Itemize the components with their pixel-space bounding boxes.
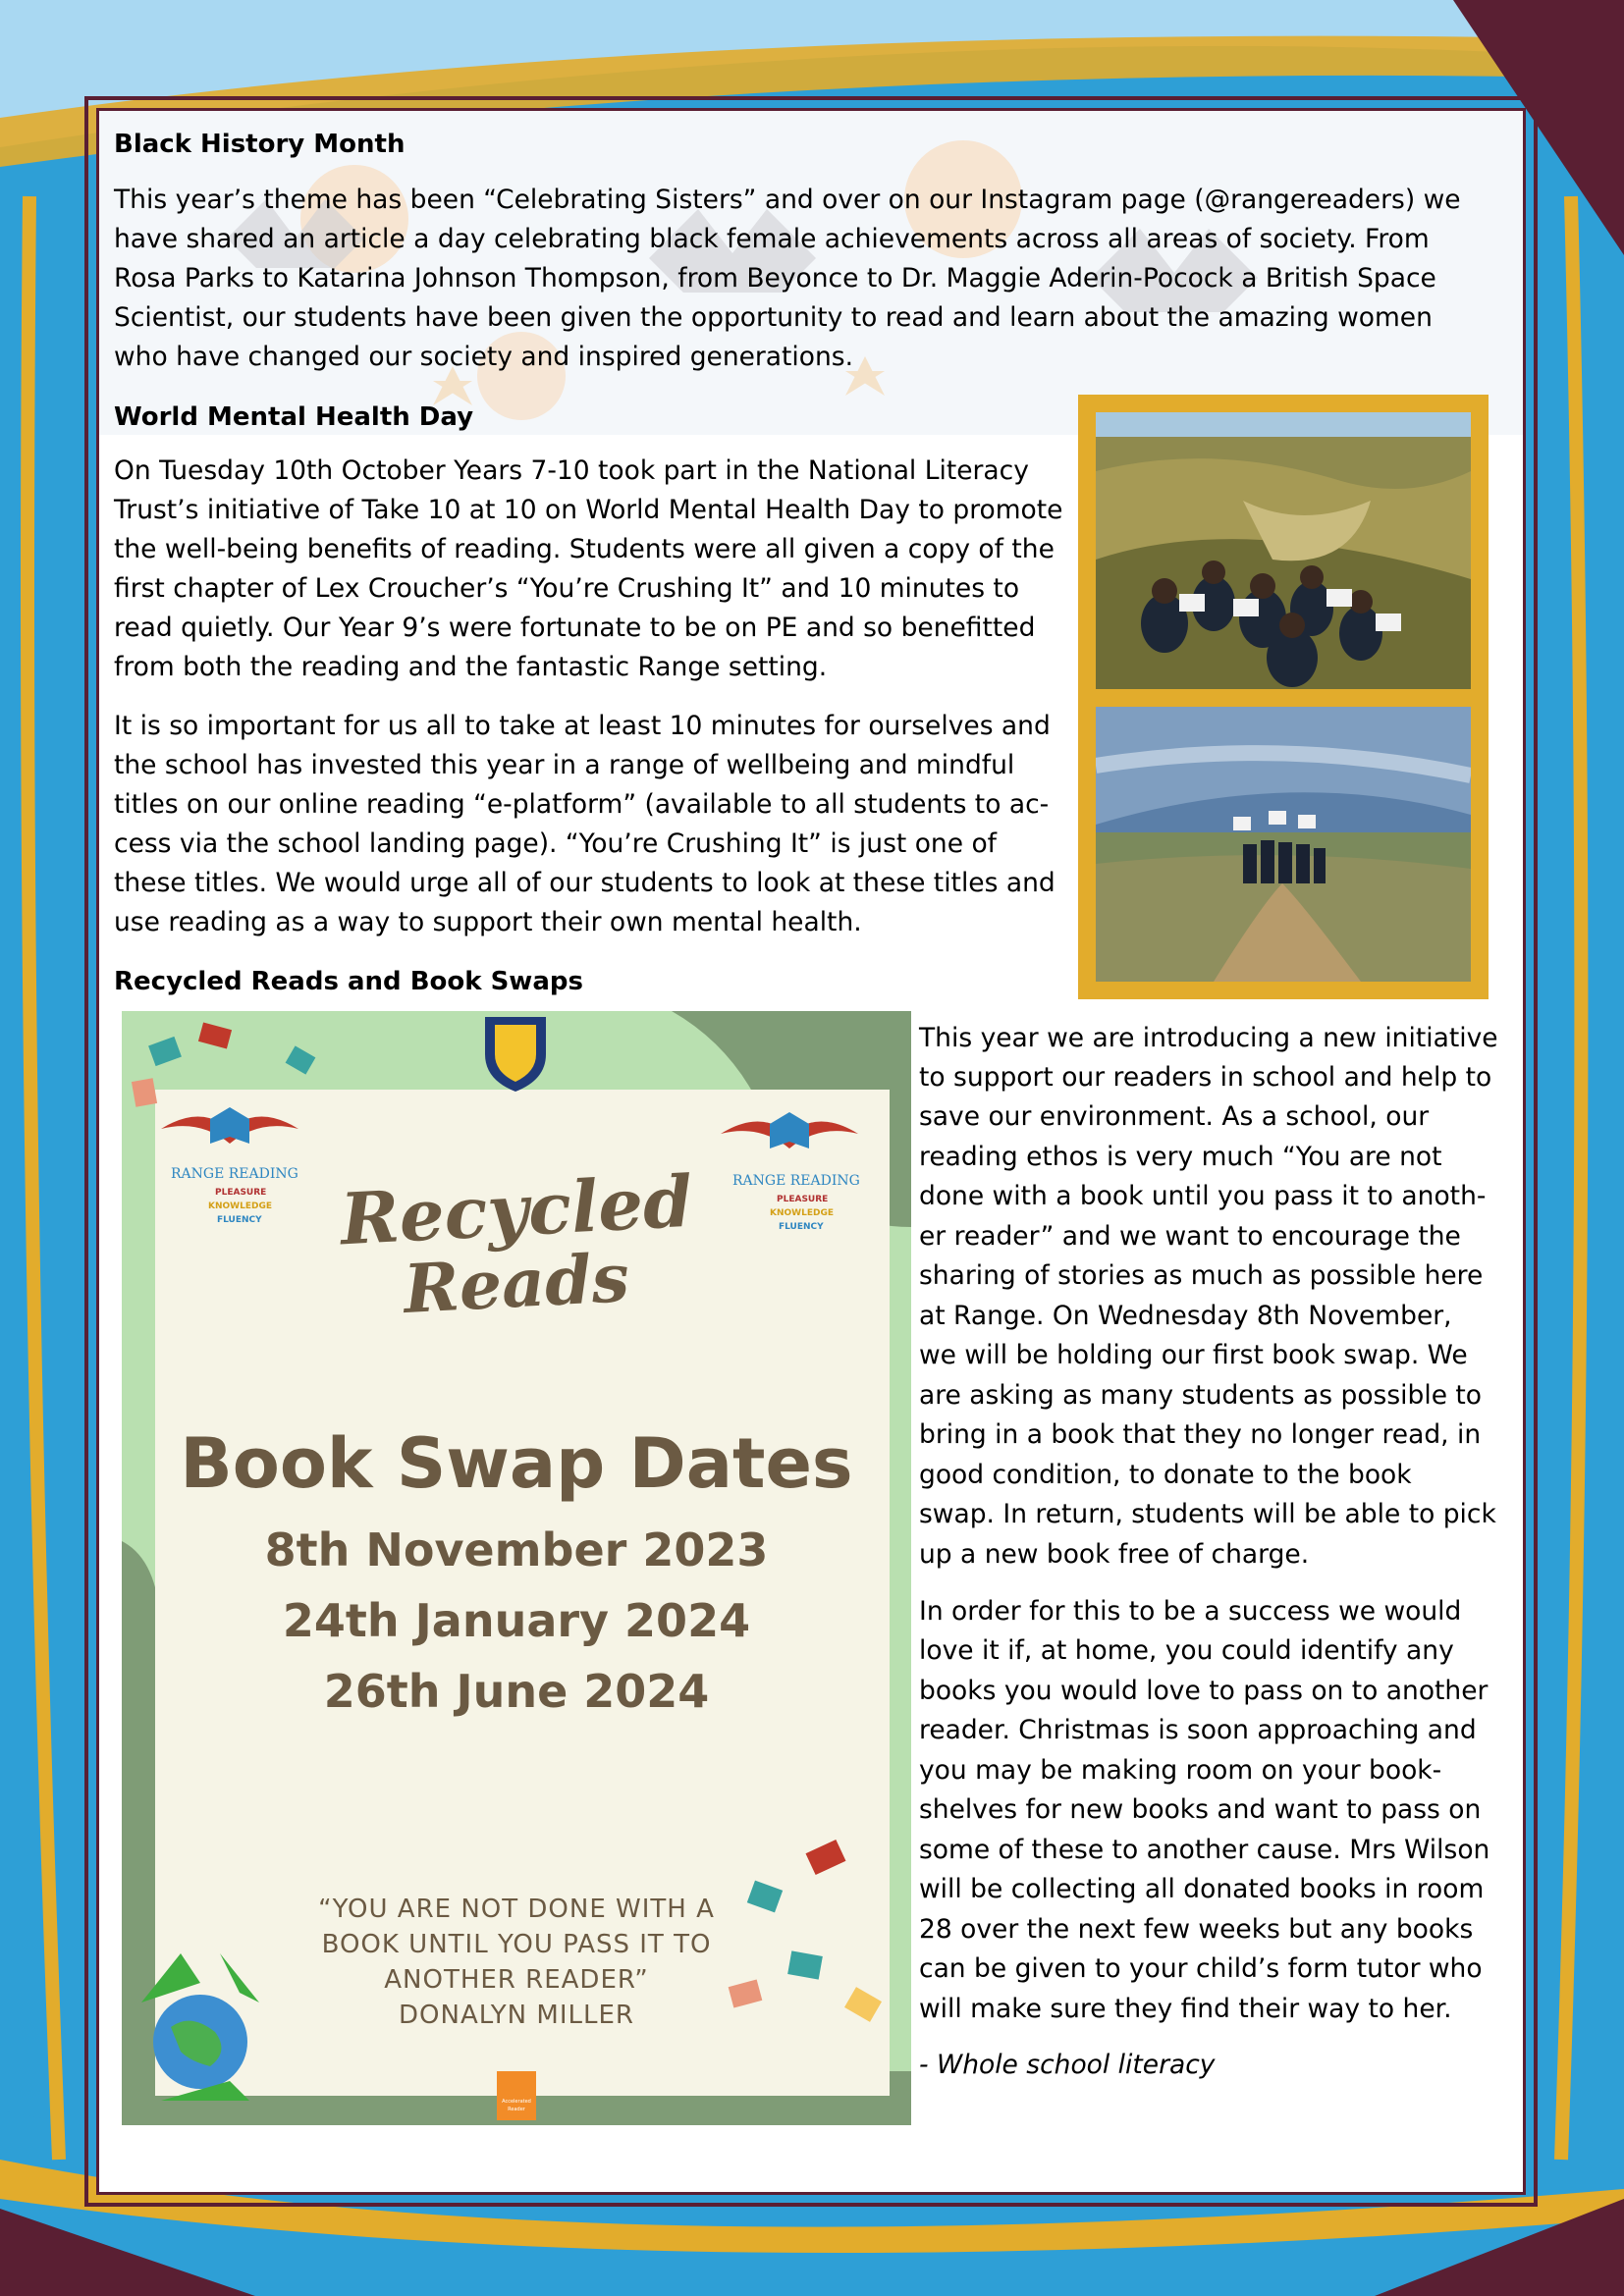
paragraph-line: 28 over the next few weeks but any books xyxy=(919,1914,1474,1945)
paragraph-line: titles on our online reading “e-platform” (available to all students to ac- xyxy=(114,789,1050,820)
paragraph-line: This year’s theme has been “Celebrating Sisters” and over on our Instagram page (@rangereaders) we xyxy=(114,185,1461,215)
paragraph-line: at Range. On Wednesday 8th November, xyxy=(919,1301,1452,1331)
paragraph-line: use reading as a way to support their own mental health. xyxy=(114,907,862,937)
paragraph-line: Rosa Parks to Katarina Johnson Thompson, from Beyonce to Dr. Maggie Aderin-Pocock a British Space xyxy=(114,263,1436,294)
paragraph-line: can be given to your child’s form tutor who xyxy=(919,1953,1483,1984)
accelerated-reader-badge-line-1: Accelerated xyxy=(502,2099,531,2105)
paragraph-line: On Tuesday 10th October Years 7-10 took part in the National Literacy xyxy=(114,455,1029,486)
poster-title-line-2: Reads xyxy=(402,1239,631,1329)
logo-left-word: PLEASURE xyxy=(215,1188,267,1198)
paragraph-line: will make sure they find their way to her. xyxy=(919,1994,1452,2024)
logo-right-name: RANGE READING xyxy=(732,1173,860,1189)
paragraph-line: first chapter of Lex Croucher’s “You’re Crushing It” and 10 minutes to xyxy=(114,573,1020,604)
paragraph-line: It is so important for us all to take at least 10 minutes for ourselves and xyxy=(114,711,1051,741)
poster-quote-line: BOOK UNTIL YOU PASS IT TO xyxy=(321,1930,712,1959)
logo-right-word: FLUENCY xyxy=(779,1222,824,1232)
poster-date: 8th November 2023 xyxy=(264,1523,769,1576)
paragraph-line: read quietly. Our Year 9’s were fortunate to be on PE and so benefitted xyxy=(114,613,1036,643)
paragraph-line: er reader” and we want to encourage the xyxy=(919,1221,1461,1252)
paragraph-line: from both the reading and the fantastic Range setting. xyxy=(114,652,828,682)
paragraph-line: reader. Christmas is soon approaching and xyxy=(919,1715,1477,1745)
paragraph-line: we will be holding our first book swap. We xyxy=(919,1340,1468,1370)
logo-left-word: KNOWLEDGE xyxy=(208,1201,272,1211)
paragraph-line: This year we are introducing a new initiative xyxy=(919,1023,1498,1053)
poster-subtitle: Book Swap Dates xyxy=(180,1423,853,1504)
mental-health-heading: World Mental Health Day xyxy=(114,402,474,432)
paragraph-line: bring in a book that they no longer read, in xyxy=(919,1419,1482,1450)
photo-students-on-dune-path xyxy=(1096,707,1471,982)
paragraph-line: these titles. We would urge all of our students to look at these titles and xyxy=(114,868,1056,898)
paragraph-line: the school has invested this year in a range of wellbeing and mindful xyxy=(114,750,1015,780)
paragraph-line: In order for this to be a success we would xyxy=(919,1596,1462,1627)
logo-right-word: PLEASURE xyxy=(777,1195,829,1204)
paragraph-line: reading ethos is very much “You are not xyxy=(919,1142,1442,1172)
paragraph-line: books you would love to pass on to another xyxy=(919,1676,1489,1706)
paragraph-line: swap. In return, students will be able to pick xyxy=(919,1499,1496,1529)
paragraph-line: have shared an article a day celebrating black female achievements across all areas of society. From xyxy=(114,224,1430,254)
paragraph-line: you may be making room on your book- xyxy=(919,1755,1442,1786)
paragraph-line: Scientist, our students have been given the opportunity to read and learn about the amazing women xyxy=(114,302,1433,333)
recycled-reads-heading: Recycled Reads and Book Swaps xyxy=(114,967,583,996)
accelerated-reader-icon xyxy=(497,2071,536,2120)
photo-students-reading-dunes xyxy=(1096,412,1471,689)
poster-quote-author: DONALYN MILLER xyxy=(399,2001,634,2030)
recycled-reads-poster xyxy=(122,1011,911,2125)
poster-quote-line: “YOU ARE NOT DONE WITH A xyxy=(318,1895,715,1924)
paragraph-line: cess via the school landing page). “You’re Crushing It” is just one of xyxy=(114,828,997,859)
logo-right-word: KNOWLEDGE xyxy=(770,1208,834,1218)
paragraph-line: shelves for new books and want to pass on xyxy=(919,1794,1482,1825)
poster-quote-line: ANOTHER READER” xyxy=(384,1965,649,1995)
paragraph-line: Trust’s initiative of Take 10 at 10 on World Mental Health Day to promote xyxy=(114,495,1063,525)
paragraph-line: will be collecting all donated books in room xyxy=(919,1874,1485,1904)
paragraph-line: up a new book free of charge. xyxy=(919,1539,1310,1570)
logo-left-name: RANGE READING xyxy=(171,1166,298,1182)
photo-frame xyxy=(1078,395,1489,999)
paragraph-line: sharing of stories as much as possible here xyxy=(919,1260,1484,1291)
poster-date: 24th January 2024 xyxy=(282,1594,751,1647)
paragraph-line: who have changed our society and inspired generations. xyxy=(114,342,854,372)
paragraph-line: are asking as many students as possible to xyxy=(919,1380,1483,1411)
paragraph-line: good condition, to donate to the book xyxy=(919,1460,1412,1490)
paragraph-line: some of these to another cause. Mrs Wilson xyxy=(919,1835,1490,1865)
signature: - Whole school literacy xyxy=(919,2050,1216,2080)
paragraph-line: to support our readers in school and help to xyxy=(919,1062,1492,1093)
accelerated-reader-badge-line-2: Reader xyxy=(508,2107,525,2112)
paragraph-line: love it if, at home, you could identify any xyxy=(919,1635,1454,1666)
poster-date: 26th June 2024 xyxy=(323,1665,710,1718)
black-history-heading: Black History Month xyxy=(114,130,406,159)
logo-left-word: FLUENCY xyxy=(217,1215,262,1225)
paragraph-line: done with a book until you pass it to anoth- xyxy=(919,1181,1487,1211)
paragraph-line: save our environment. As a school, our xyxy=(919,1101,1430,1132)
paragraph-line: the well-being benefits of reading. Students were all given a copy of the xyxy=(114,534,1055,564)
poster-title-line-1: Recycled xyxy=(338,1158,695,1261)
